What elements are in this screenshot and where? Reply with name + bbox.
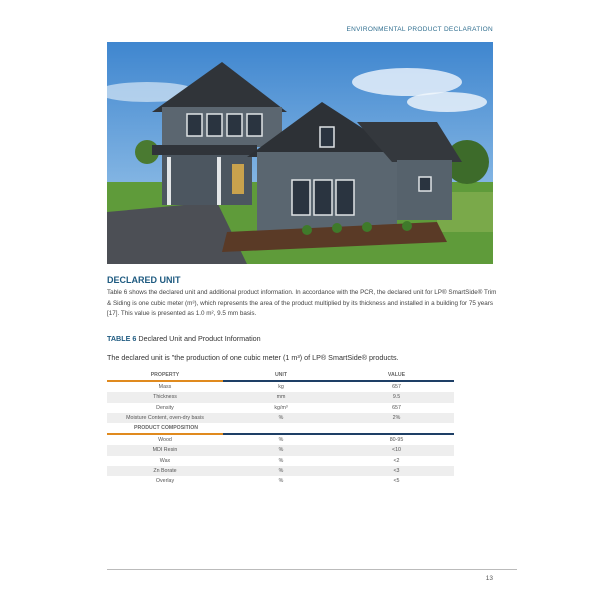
declared-unit-table — [107, 370, 454, 486]
row-unit: mm — [276, 394, 286, 401]
table-row — [107, 466, 454, 476]
house-photo — [107, 42, 493, 264]
header-value: VALUE — [387, 372, 406, 379]
house-illustration — [107, 42, 493, 264]
table-row — [107, 413, 454, 423]
row-value: 80-95 — [389, 437, 404, 444]
declared-unit-statement: The declared unit is "the production of one cubic meter (1 m³) of LP® SmartSide® products. — [107, 353, 399, 362]
header-title: ENVIRONMENTAL PRODUCT DECLARATION — [346, 26, 493, 33]
table-row — [107, 403, 454, 413]
header-rule — [107, 380, 454, 382]
row-unit: % — [278, 414, 284, 421]
table-caption-label: TABLE 6 — [107, 334, 137, 343]
table-caption — [107, 334, 261, 343]
footer-divider — [107, 569, 517, 570]
table-row — [107, 445, 454, 455]
section-paragraph: Table 6 shows the declared unit and additional product information. In accordance with the PCR, the declared unit for LP® SmartSide® Trim & Siding is one cubic meter (m³), which represents the area of the product multiplied by its thickness and installed in a building for 75 years [17]. This value is presented as 1.0 m², 9.5 mm basis. — [107, 289, 497, 317]
table-row — [107, 392, 454, 402]
row-unit: % — [278, 457, 284, 464]
table-row — [107, 456, 454, 466]
row-value: 9.5 — [392, 394, 401, 401]
row-value: <5 — [393, 477, 400, 484]
composition-header: PRODUCT COMPOSITION — [134, 425, 198, 432]
table-row — [107, 476, 454, 486]
row-property: Mass — [158, 384, 172, 391]
row-value: <10 — [392, 447, 401, 454]
header-unit: UNIT — [274, 372, 288, 379]
row-unit: % — [278, 437, 284, 444]
row-value: 657 — [392, 404, 401, 411]
row-property: Overlay — [155, 477, 175, 484]
composition-rule — [107, 433, 454, 435]
row-property: Density — [156, 404, 174, 411]
row-property: MDI Resin — [152, 447, 178, 454]
row-property: Wax — [159, 457, 171, 464]
row-unit: % — [278, 467, 284, 474]
row-value: 2% — [392, 414, 401, 421]
table-header-row — [107, 370, 454, 380]
table-caption-text: Declared Unit and Product Information — [136, 334, 261, 343]
row-property: Zn Borate — [153, 467, 177, 474]
table-row — [107, 435, 454, 445]
row-unit: kg — [278, 384, 284, 391]
row-unit: % — [278, 477, 284, 484]
table-row — [107, 382, 454, 392]
row-property: Moisture Content, oven-dry basis — [126, 414, 204, 421]
row-unit: kg/m³ — [274, 404, 288, 411]
row-value: 657 — [392, 384, 401, 391]
row-unit: % — [278, 447, 284, 454]
row-value: <2 — [393, 457, 400, 464]
page-number: 13 — [485, 575, 493, 582]
row-property: Wood — [158, 437, 172, 444]
row-property: Thickness — [153, 394, 177, 401]
header-property: PROPERTY — [150, 372, 180, 379]
section-title: DECLARED UNIT — [107, 275, 181, 285]
composition-header-row — [107, 423, 454, 433]
row-value: <3 — [393, 467, 400, 474]
